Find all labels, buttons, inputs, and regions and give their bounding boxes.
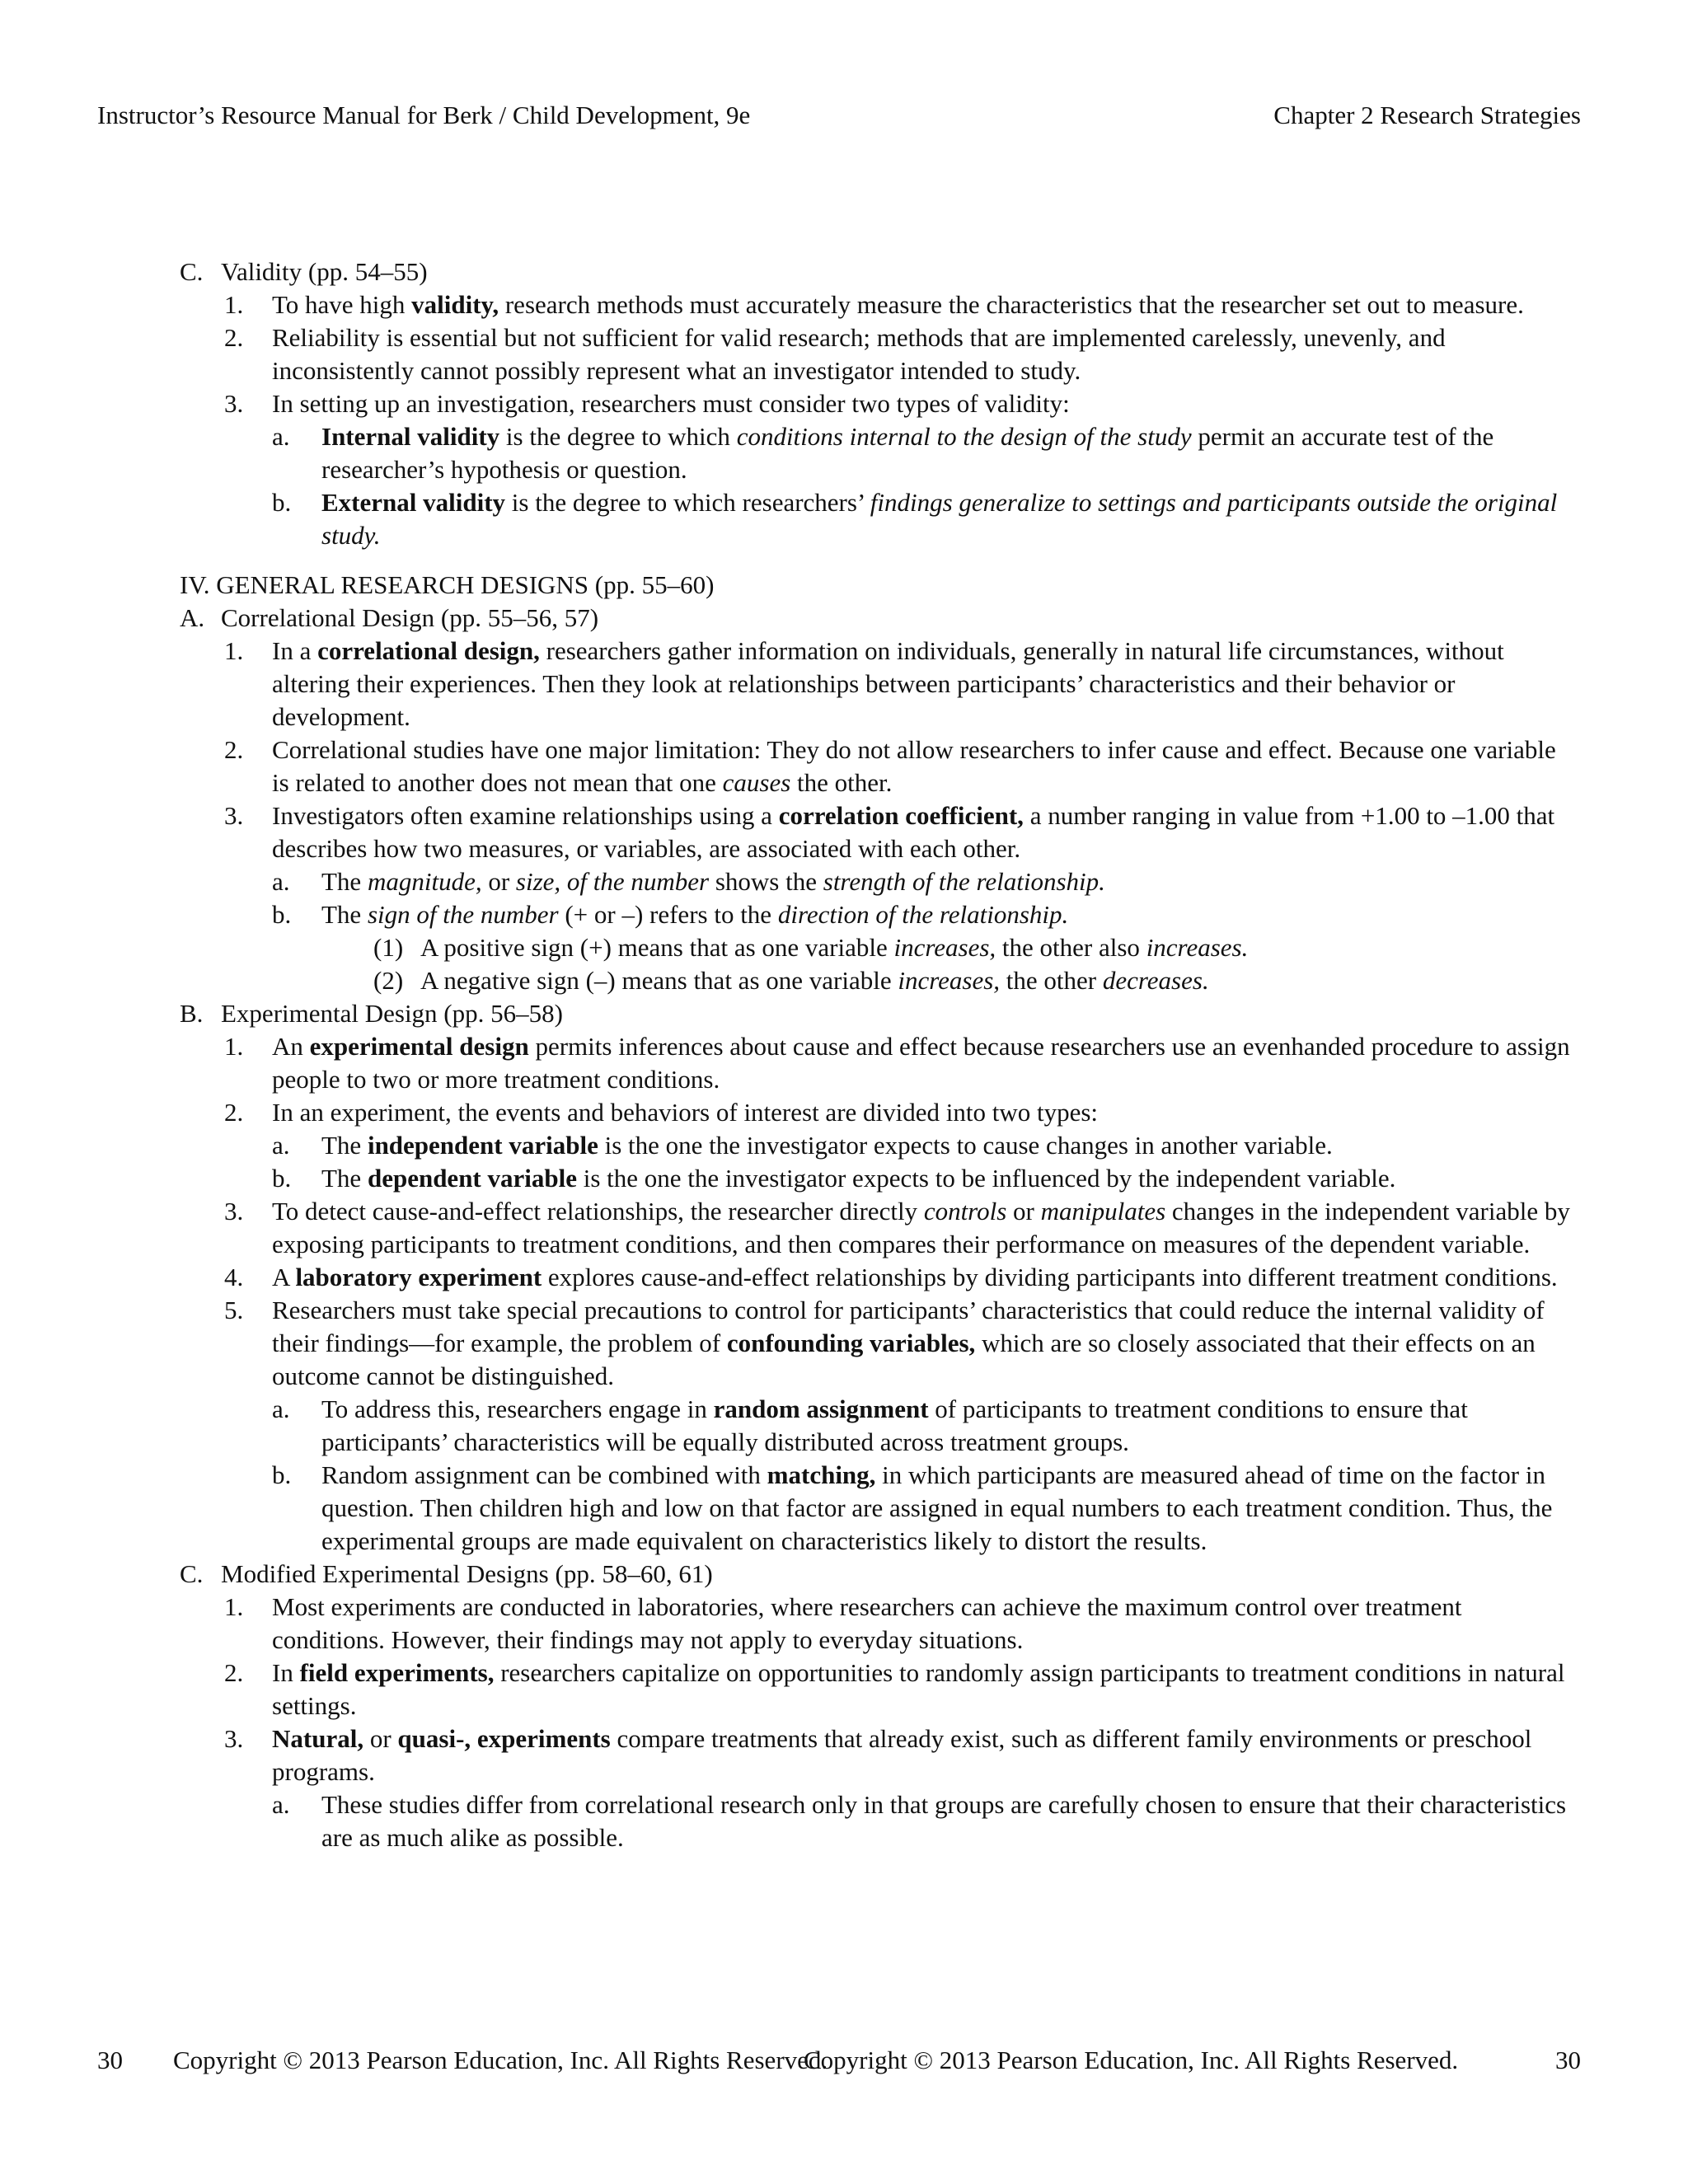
outline-text: An experimental design permits inferences about cause and effect because researchers use an evenhanded procedure to assign people to two or more treatment conditions. xyxy=(272,1032,1570,1094)
outline-marker: 3. xyxy=(224,389,244,418)
outline-text: To detect cause-and-effect relationships, the researcher directly controls or manipulates changes in the independent variable by exposing participants to treatment conditions, and then compares their performance on measures of the dependent variable. xyxy=(272,1197,1570,1258)
outline-item-level-2 xyxy=(0,799,1574,865)
outline-marker: (1) xyxy=(373,933,404,962)
outline-item-level-2 xyxy=(0,1096,1574,1129)
outline-text: Researchers must take special precautions to control for participants’ characteristics that could reduce the internal validity of their findings—for example, the problem of confounding variables, which are so closely associated that their effects on an outcome cannot be distinguished. xyxy=(272,1296,1545,1390)
outline-marker: b. xyxy=(272,1164,292,1193)
outline-text: These studies differ from correlational research only in that groups are carefully chosen to ensure that their characteristics are as much alike as possible. xyxy=(321,1790,1567,1852)
outline-marker: a. xyxy=(272,867,290,896)
outline-body xyxy=(0,255,1688,1854)
outline-marker: 3. xyxy=(224,1197,244,1226)
outline-item-level-2 xyxy=(0,1722,1574,1788)
outline-text: In an experiment, the events and behaviors of interest are divided into two types: xyxy=(272,1098,1099,1127)
page-number-right: 30 xyxy=(1555,2046,1581,2074)
outline-text: Random assignment can be combined with matching, in which participants are measured ahead of time on the factor in question. Then children high and low on that factor are assigned in equal numbers to each treatment condition. Thus, the experimental groups are made equivalent on characteristics likely to distort the results. xyxy=(321,1460,1553,1555)
outline-marker: (2) xyxy=(373,966,404,995)
outline-marker: 1. xyxy=(224,1592,244,1621)
section-heading xyxy=(0,569,1688,602)
outline-marker: 5. xyxy=(224,1296,244,1324)
outline-text: Correlational Design (pp. 55–56, 57) xyxy=(221,603,599,632)
outline-text: Internal validity is the degree to which conditions internal to the design of the study permit an accurate test of the researcher’s hypothesis or question. xyxy=(321,422,1494,484)
outline-marker: b. xyxy=(272,900,292,929)
outline-text: Validity (pp. 54–55) xyxy=(221,257,428,286)
outline-marker: 2. xyxy=(224,323,244,352)
outline-text: External validity is the degree to which researchers’ findings generalize to settings and participants outside the original study. xyxy=(321,488,1558,550)
outline-item-level-2 xyxy=(0,1261,1574,1294)
outline-text: IV. GENERAL RESEARCH DESIGNS (pp. 55–60) xyxy=(180,570,715,599)
outline-marker: b. xyxy=(272,488,292,517)
copyright-notice-left: Copyright © 2013 Pearson Education, Inc. All Rights Reserved. xyxy=(173,2046,828,2074)
outline-item-level-2 xyxy=(0,1030,1574,1096)
outline-item-level-3 xyxy=(0,1162,1574,1195)
outline-marker: a. xyxy=(272,1131,290,1160)
outline-marker: a. xyxy=(272,1394,290,1423)
outline-item-level-4 xyxy=(0,931,1574,964)
outline-text: A positive sign (+) means that as one variable increases, the other also increases. xyxy=(420,933,1249,962)
outline-item-level-1 xyxy=(0,997,1688,1030)
outline-item-level-1 xyxy=(0,255,1688,288)
outline-text: The dependent variable is the one the investigator expects to be influenced by the independent variable. xyxy=(321,1164,1396,1193)
outline-marker: C. xyxy=(180,1559,204,1588)
outline-item-level-2 xyxy=(0,387,1574,420)
outline-text: In field experiments, researchers capitalize on opportunities to randomly assign participants to treatment conditions in natural settings. xyxy=(272,1658,1565,1720)
outline-marker: 2. xyxy=(224,1658,244,1687)
outline-marker: 1. xyxy=(224,1032,244,1061)
outline-marker: a. xyxy=(272,422,290,451)
outline-item-level-2 xyxy=(0,635,1574,733)
outline-marker: a. xyxy=(272,1790,290,1819)
outline-text: Correlational studies have one major limitation: They do not allow researchers to infer cause and effect. Because one variable is related to another does not mean that one causes the other. xyxy=(272,735,1556,797)
outline-text: The independent variable is the one the investigator expects to cause changes in another variable. xyxy=(321,1131,1333,1160)
outline-marker: B. xyxy=(180,999,204,1028)
page-number-left: 30 xyxy=(97,2046,123,2074)
outline-text: To address this, researchers engage in random assignment of participants to treatment conditions to ensure that participants’ characteristics will be equally distributed across treatment groups. xyxy=(321,1394,1468,1456)
outline-item-level-4 xyxy=(0,964,1574,997)
outline-text: Natural, or quasi-, experiments compare treatments that already exist, such as different family environments or preschool programs. xyxy=(272,1724,1532,1786)
outline-text: In setting up an investigation, researchers must consider two types of validity: xyxy=(272,389,1070,418)
outline-item-level-3 xyxy=(0,1459,1574,1558)
outline-item-level-3 xyxy=(0,898,1574,931)
outline-marker: A. xyxy=(180,603,205,632)
outline-item-level-1 xyxy=(0,1558,1688,1591)
outline-item-level-3 xyxy=(0,1788,1574,1854)
outline-marker: 4. xyxy=(224,1263,244,1291)
outline-marker: 2. xyxy=(224,1098,244,1127)
outline-text: The sign of the number (+ or –) refers to the direction of the relationship. xyxy=(321,900,1069,929)
outline-item-level-1 xyxy=(0,602,1688,635)
outline-marker: 3. xyxy=(224,1724,244,1753)
copyright-notice-right: Copyright © 2013 Pearson Education, Inc. All Rights Reserved. xyxy=(804,2046,1459,2074)
outline-marker: 3. xyxy=(224,801,244,830)
outline-item-level-2 xyxy=(0,1195,1574,1261)
outline-item-level-3 xyxy=(0,865,1574,898)
outline-item-level-2 xyxy=(0,1591,1574,1657)
outline-text: Modified Experimental Designs (pp. 58–60, 61) xyxy=(221,1559,713,1588)
outline-marker: 1. xyxy=(224,636,244,665)
outline-text: A negative sign (–) means that as one variable increases, the other decreases. xyxy=(420,966,1209,995)
outline-item-level-3 xyxy=(0,1129,1574,1162)
outline-marker: 2. xyxy=(224,735,244,764)
running-header-chapter: Chapter 2 Research Strategies xyxy=(1273,101,1581,129)
outline-item-level-3 xyxy=(0,420,1574,486)
outline-item-level-2 xyxy=(0,321,1574,387)
outline-item-level-3 xyxy=(0,1393,1574,1459)
outline-text: Investigators often examine relationships using a correlation coefficient, a number ranging in value from +1.00 to –1.00 that describes how two measures, or variables, are associated with each other. xyxy=(272,801,1555,863)
outline-marker: C. xyxy=(180,257,204,286)
outline-text: A laboratory experiment explores cause-and-effect relationships by dividing participants into different treatment conditions. xyxy=(272,1263,1558,1291)
outline-item-level-2 xyxy=(0,1294,1574,1393)
outline-text: Most experiments are conducted in laboratories, where researchers can achieve the maximum control over treatment conditions. However, their findings may not apply to everyday situations. xyxy=(272,1592,1462,1654)
outline-text: Experimental Design (pp. 56–58) xyxy=(221,999,563,1028)
outline-text: The magnitude, or size, of the number shows the strength of the relationship. xyxy=(321,867,1105,896)
outline-item-level-2 xyxy=(0,1657,1574,1722)
outline-item-level-3 xyxy=(0,486,1574,552)
outline-marker: 1. xyxy=(224,290,244,319)
outline-marker: b. xyxy=(272,1460,292,1489)
outline-text: Reliability is essential but not sufficient for valid research; methods that are implemented carelessly, unevenly, and inconsistently cannot possibly represent what an investigator intended to study. xyxy=(272,323,1446,385)
outline-item-level-2 xyxy=(0,733,1574,799)
outline-text: In a correlational design, researchers gather information on individuals, generally in natural life circumstances, without altering their experiences. Then they look at relationships between participants’ characteristics and their behavior or development. xyxy=(272,636,1504,731)
outline-text: To have high validity, research methods must accurately measure the characteristics that the researcher set out to measure. xyxy=(272,290,1524,319)
outline-item-level-2 xyxy=(0,288,1574,321)
running-header-title: Instructor’s Resource Manual for Berk / Child Development, 9e xyxy=(97,101,751,129)
